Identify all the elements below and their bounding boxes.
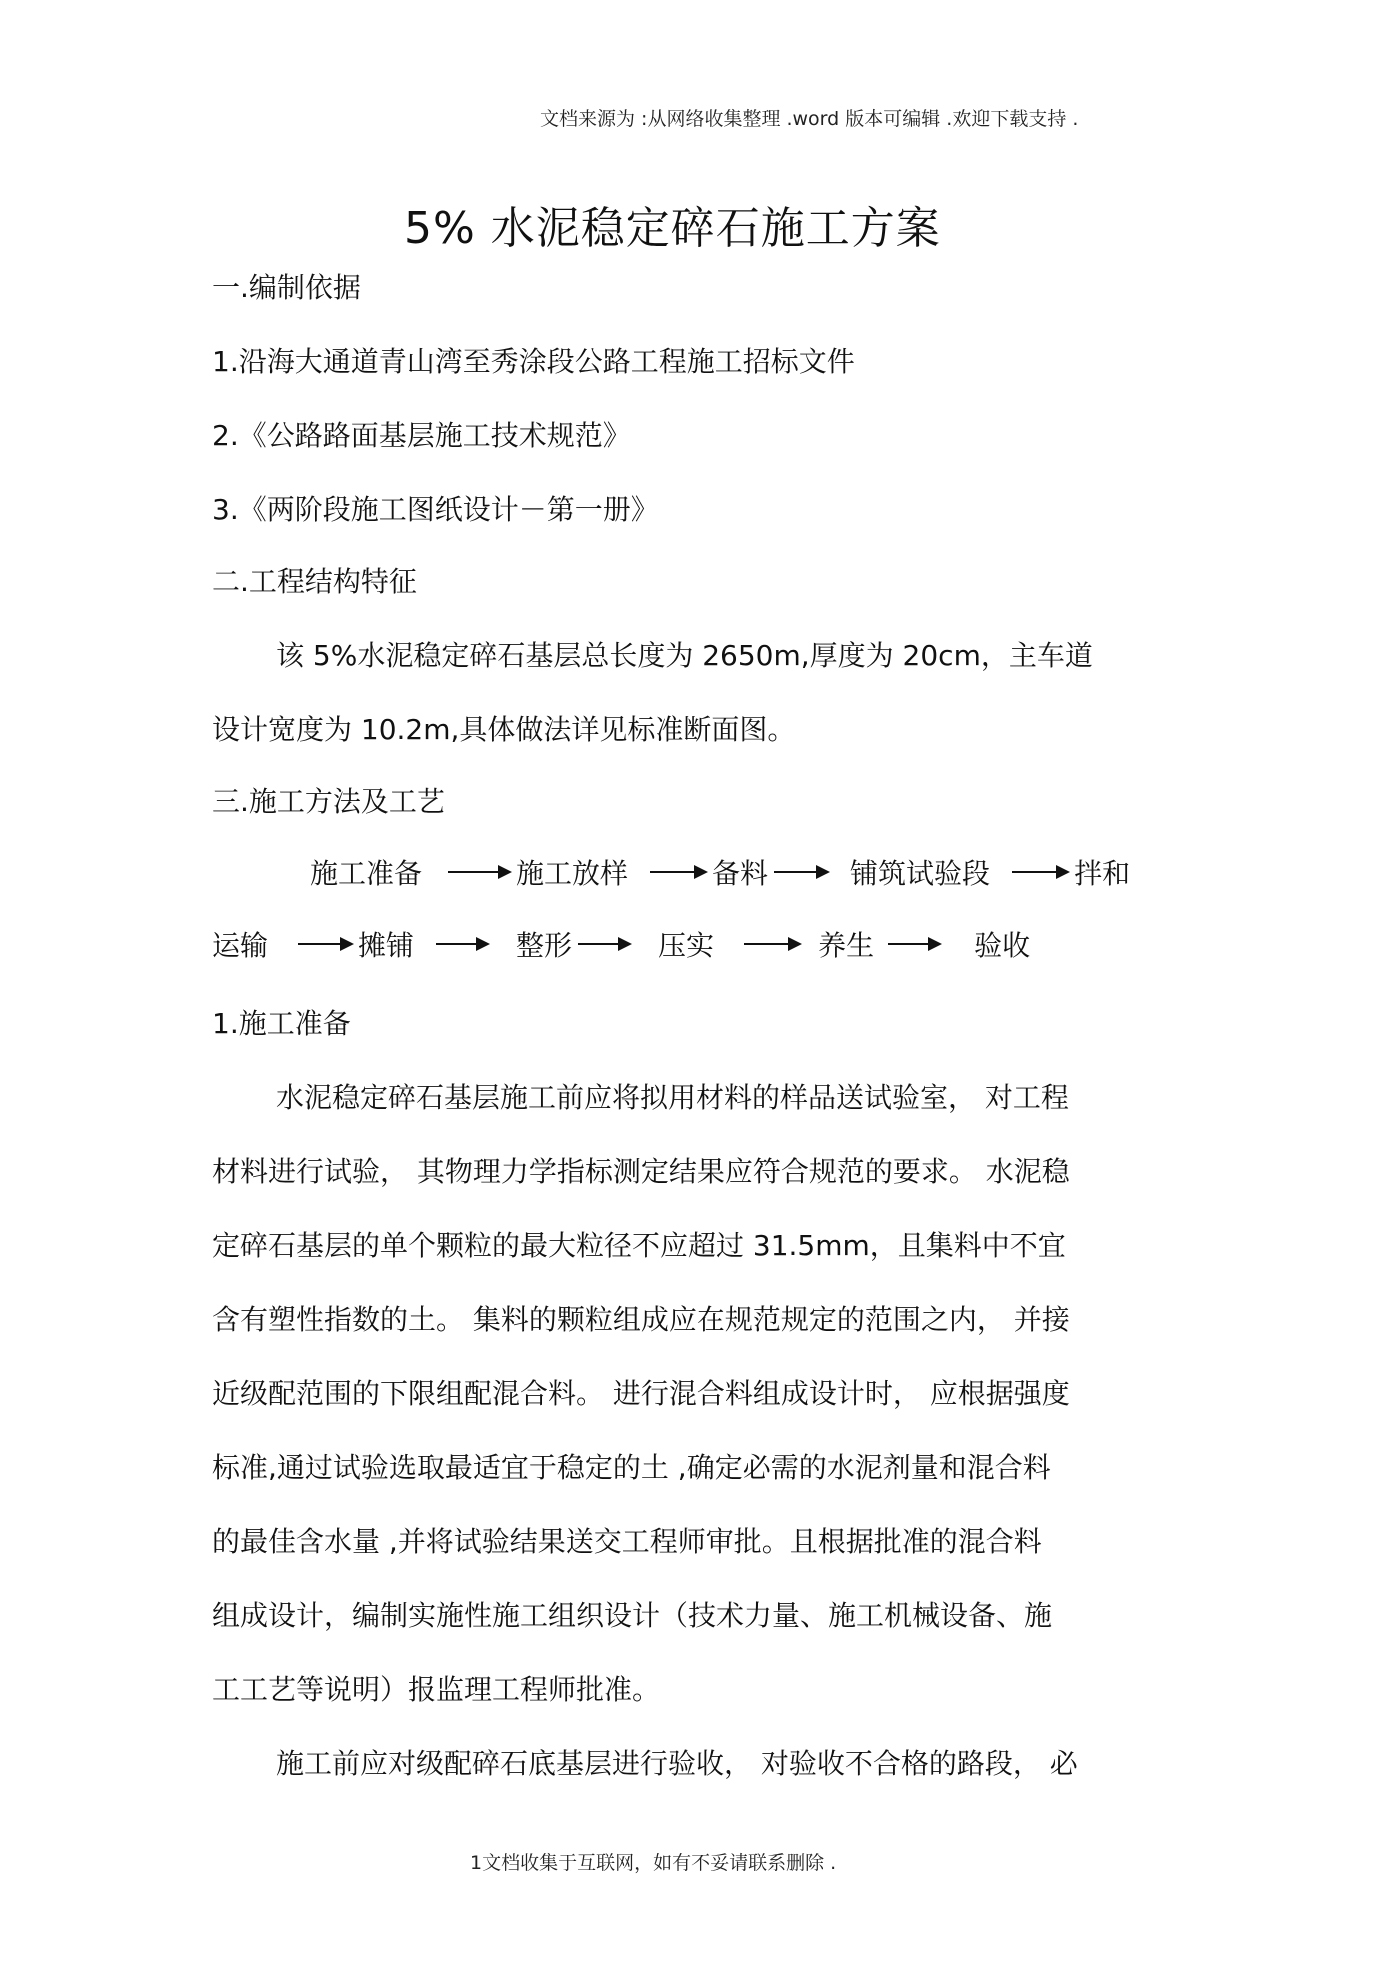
flow-arrow-icon [436,943,488,945]
structure-line: 设计宽度为 10.2m,具体做法详见标准断面图。 [212,713,796,746]
flow-step: 验收 [974,929,1031,962]
paragraph-line: 定碎石基层的单个颗粒的最大粒径不应超过 31.5mm，且集料中不宜 [212,1229,1066,1262]
paragraph-line: 标准,通过试验选取最适宜于稳定的土 ,确定必需的水泥剂量和混合料 [212,1451,1051,1484]
structure-line: 该 5%水泥稳定碎石基层总长度为 2650m,厚度为 20cm，主车道 [276,639,1093,672]
flow-arrow-icon [1012,871,1068,873]
flow-step: 养生 [818,929,875,962]
paragraph-line: 的最佳含水量 ,并将试验结果送交工程师审批。且根据批准的混合料 [212,1525,1042,1558]
flow-step: 铺筑试验段 [850,857,991,890]
section-heading-structure: 二.工程结构特征 [212,565,417,598]
flow-arrow-icon [298,943,352,945]
section-heading-basis: 一.编制依据 [212,271,361,304]
paragraph-line: 组成设计，编制实施性施工组织设计（技术力量、施工机械设备、施 [212,1599,1053,1632]
paragraph-line: 工工艺等说明）报监理工程师批准。 [212,1673,661,1706]
paragraph-line: 施工前应对级配碎石底基层进行验收， 对验收不合格的路段， 必 [276,1747,1078,1780]
flow-step: 拌和 [1074,857,1131,890]
basis-item: 3.《两阶段施工图纸设计－第一册》 [212,493,659,526]
subsection-heading-preparation: 1.施工准备 [212,1007,351,1040]
process-flow-row-1 [310,852,1130,892]
section-heading-method: 三.施工方法及工艺 [212,785,445,818]
flow-step: 运输 [212,929,269,962]
paragraph-line: 近级配范围的下限组配混合料。 进行混合料组成设计时， 应根据强度 [212,1377,1070,1410]
flow-step: 摊铺 [358,929,415,962]
process-flow-row-2 [212,924,1030,964]
paragraph-line: 含有塑性指数的土。 集料的颗粒组成应在规范规定的范围之内， 并接 [212,1303,1070,1336]
flow-arrow-icon [578,943,630,945]
basis-item: 2.《公路路面基层施工技术规范》 [212,419,631,452]
flow-step: 整形 [516,929,573,962]
page-header-source: 文档来源为 :从网络收集整理 .word 版本可编辑 .欢迎下载支持 . [540,108,1079,130]
paragraph-line: 水泥稳定碎石基层施工前应将拟用材料的样品送试验室， 对工程 [276,1081,1069,1114]
paragraph-line: 材料进行试验， 其物理力学指标测定结果应符合规范的要求。 水泥稳 [212,1155,1070,1188]
flow-arrow-icon [774,871,828,873]
flow-step: 施工准备 [310,857,423,890]
flow-arrow-icon [448,871,510,873]
document-title: 5% 水泥稳定碎石施工方案 [404,203,941,254]
flow-step: 施工放样 [516,857,629,890]
page-footer: 1文档收集于互联网，如有不妥请联系删除 . [470,1852,837,1874]
flow-step: 备料 [712,857,769,890]
flow-arrow-icon [888,943,940,945]
basis-item: 1.沿海大通道青山湾至秀涂段公路工程施工招标文件 [212,345,855,378]
flow-arrow-icon [650,871,706,873]
flow-step: 压实 [658,929,715,962]
flow-arrow-icon [744,943,800,945]
